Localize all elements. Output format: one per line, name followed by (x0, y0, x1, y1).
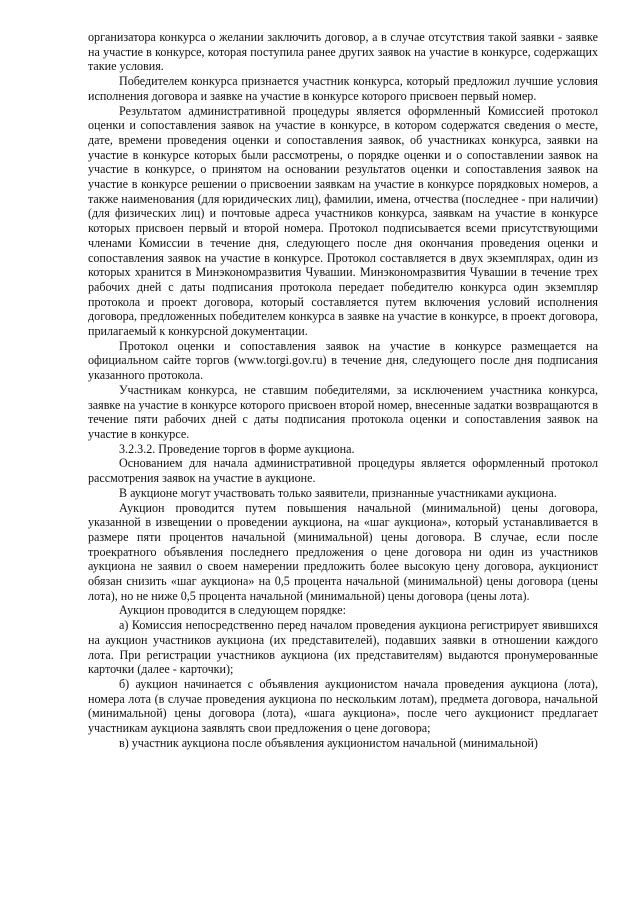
paragraph-8: В аукционе могут участвовать только заявители, признанные участниками аукциона. (119, 485, 557, 500)
section-heading: 3.2.3.2. Проведение торгов в форме аукциона. (119, 441, 355, 456)
paragraph-10: Аукцион проводится в следующем порядке: (119, 603, 346, 618)
paragraph-7: Основанием для начала административной процедуры является оформленный протокол рассмотрения заявок на участие в аукционе. (88, 456, 598, 486)
document-page (88, 30, 598, 750)
list-item-b: б) аукцион начинается с объявления аукционистом начала проведения аукциона (лота), номера лота (в случае проведения аукциона по нескольким лотам), предмета договора, начальной (минимальной) цены договора (лота), «шага аукциона», после чего аукционист предлагает участникам аукциона заявлять свои предложения о цене договора; (88, 676, 598, 736)
paragraph-4: Протокол оценки и сопоставления заявок на участие в конкурсе размещается на официальном сайте торгов (www.torgi.gov.ru) в течение дня, следующего после дня подписания указанного протокола. (88, 338, 598, 383)
list-item-a: а) Комиссия непосредственно перед началом проведения аукциона регистрирует явившихся на аукцион участников аукциона (их представителей), подавших заявки в отношении каждого лота. При регистрации участников аукциона (их представителям) выдаются пронумерованные карточки (далее - карточки); (88, 618, 598, 677)
paragraph-9: Аукцион проводится путем повышения начальной (минимальной) цены договора, указанной в извещении о проведении аукциона, на «шаг аукциона», который устанавливается в размере пяти процентов начальной (минимальной) цены договора. В случае, если после троекратного объявления последнего предложения о цене договора ни один из участников аукциона не заявил о своем намерении предложить более высокую цену договора, аукционист обязан снизить «шаг аукциона» на 0,5 процента начальной (минимальной) цены договора (цены лота), но не ниже 0,5 процента начальной (минимальной) цены договора (цены лота). (88, 500, 598, 603)
paragraph-3: Результатом административной процедуры является оформленный Комиссией протокол оценки и сопоставления заявок на участие в конкурсе, в котором содержатся сведения о месте, дате, времени проведения оценки и сопоставления заявок, об участниках конкурса, заявки на участие в конкурсе которых были рассмотрены, о порядке оценки и о сопоставлении заявок на участие в конкурсе, о принятом на основании результатов оценки и сопоставления заявок на участие в конкурсе решении о присвоении заявкам на участие в конкурсе порядковых номеров, а также наименования (для юридических лиц), фамилии, имена, отчества (последнее - при наличии) (для физических лиц) и почтовые адреса участников конкурса, заявкам на участие в конкурсе которых присвоен первый и второй номера. Протокол подписывается всеми присутствующими членами Комиссии в течение дня, следующего после дня окончания проведения оценки и сопоставления заявок на участие в конкурсе. Протокол составляется в двух экземплярах, один из которых хранится в Минэкономразвития Чувашии. Минэкономразвития Чувашии в течение трех рабочих дней с даты подписания протокола передает победителю конкурса один экземпляр протокола и проект договора, который составляется путем включения условий исполнения договора, предложенных победителем конкурса в заявке на участие в конкурсе, в проект договора, прилагаемый к конкурсной документации. (88, 103, 598, 339)
paragraph-5: Участникам конкурса, не ставшим победителями, за исключением участника конкурса, заявке на участие в конкурсе которого присвоен второй номер, внесенные задатки возвращаются в течение пяти рабочих дней с даты подписания протокола оценки и сопоставления заявок на участие в конкурсе. (88, 382, 598, 441)
paragraph-2: Победителем конкурса признается участник конкурса, который предложил лучшие условия исполнения договора и заявке на участие в конкурсе которого присвоен первый номер. (88, 74, 598, 103)
list-item-c: в) участник аукциона после объявления аукционистом начальной (минимальной) (119, 735, 538, 750)
paragraph-1: организатора конкурса о желании заключить договор, а в случае отсутствия такой заявки - заявке на участие в конкурсе, которая поступила ранее других заявок на участие в конкурсе, содержащих такие условия. (88, 30, 598, 74)
